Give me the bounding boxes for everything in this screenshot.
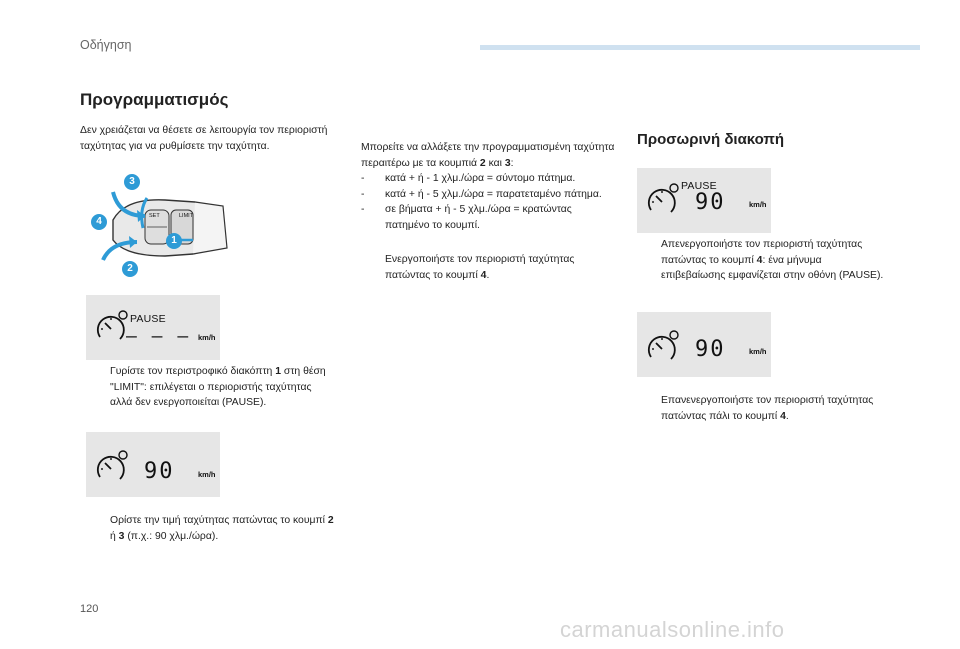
- list-item: - σε βήματα + ή - 5 χλμ./ώρα = κρατώντας πατημένο το κουμπί.: [361, 204, 572, 231]
- speedometer-icon: [96, 309, 130, 343]
- watermark-text: carmanualsonline.info: [560, 617, 785, 642]
- speed-unit: km/h: [198, 333, 216, 342]
- step-set-speed: Ορίστε την τιμή ταχύτητας πατώντας το κουμπί 2 ή 3 (π.χ.: 90 χλμ./ώρα).: [110, 515, 334, 542]
- list-item: - κατά + ή - 1 χλμ./ώρα = σύντομο πάτημα.: [361, 173, 576, 184]
- section-title-pause: Προσωρινή διακοπή: [637, 131, 785, 148]
- step-deactivate: Απενεργοποιήστε τον περιοριστή ταχύτητας πατώντας το κουμπί 4: ένα μήνυμα επιβεβαίωσης εμφανίζεται στην οθόνη (PAUSE).: [661, 239, 884, 281]
- header-bar: [480, 45, 920, 50]
- pause-status: PAUSE: [130, 313, 166, 325]
- callout-4: 4: [91, 214, 107, 230]
- lcd-display-90: [86, 432, 220, 497]
- callout-2: 2: [122, 261, 138, 277]
- speedometer-icon: [647, 329, 681, 363]
- pause-status: PAUSE: [681, 180, 717, 192]
- cruise-stalk-diagram: [85, 170, 235, 280]
- speed-value: – – –: [126, 326, 191, 347]
- page-number: 120: [80, 603, 99, 615]
- page-title: Προγραμματισμός: [80, 90, 229, 109]
- speed-unit: km/h: [198, 470, 216, 479]
- speed-unit: km/h: [749, 347, 767, 356]
- lcd-display-90-resumed: [637, 312, 771, 377]
- step-reactivate: Επανενεργοποιήστε τον περιοριστή ταχύτητας πατώντας πάλι το κουμπί 4.: [661, 395, 874, 422]
- speed-value: 90: [695, 337, 726, 362]
- callout-3: 3: [124, 174, 140, 190]
- section-label: Οδήγηση: [80, 38, 132, 52]
- intro-text: Δεν χρειάζεται να θέσετε σε λειτουργία τον περιοριστή ταχύτητας για να ρυθμίσετε την ταχύτητα.: [80, 125, 328, 152]
- speedometer-icon: [96, 449, 130, 483]
- list-item: - κατά + ή - 5 χλμ./ώρα = παρατεταμένο πάτημα.: [361, 188, 602, 200]
- callout-1: 1: [166, 233, 182, 249]
- key-ref: 1: [275, 366, 282, 377]
- switch-set-label: SET: [149, 213, 160, 219]
- speed-value: 90: [144, 459, 175, 484]
- speedometer-icon: [647, 182, 681, 216]
- step-limit: Γυρίστε τον περιστροφικό διακόπτη 1 στη θέση "LIMIT": επιλέγεται ο περιοριστής ταχύτητας αλλά δεν ενεργοποιείται (PAUSE).: [110, 366, 326, 408]
- speed-value: 90: [695, 190, 726, 215]
- middle-intro: Μπορείτε να αλλάξετε την προγραμματισμένη ταχύτητα περαιτέρω με τα κουμπιά 2 και 3:: [361, 142, 615, 169]
- lcd-display-pause-dashes: [86, 295, 220, 360]
- step-activate: Ενεργοποιήστε τον περιοριστή ταχύτητας πατώντας το κουμπί 4.: [385, 254, 575, 281]
- adjustment-list: [361, 171, 616, 233]
- lcd-display-pause-90: [637, 168, 771, 233]
- switch-limit-label: LIMIT: [179, 213, 194, 219]
- speed-unit: km/h: [749, 200, 767, 209]
